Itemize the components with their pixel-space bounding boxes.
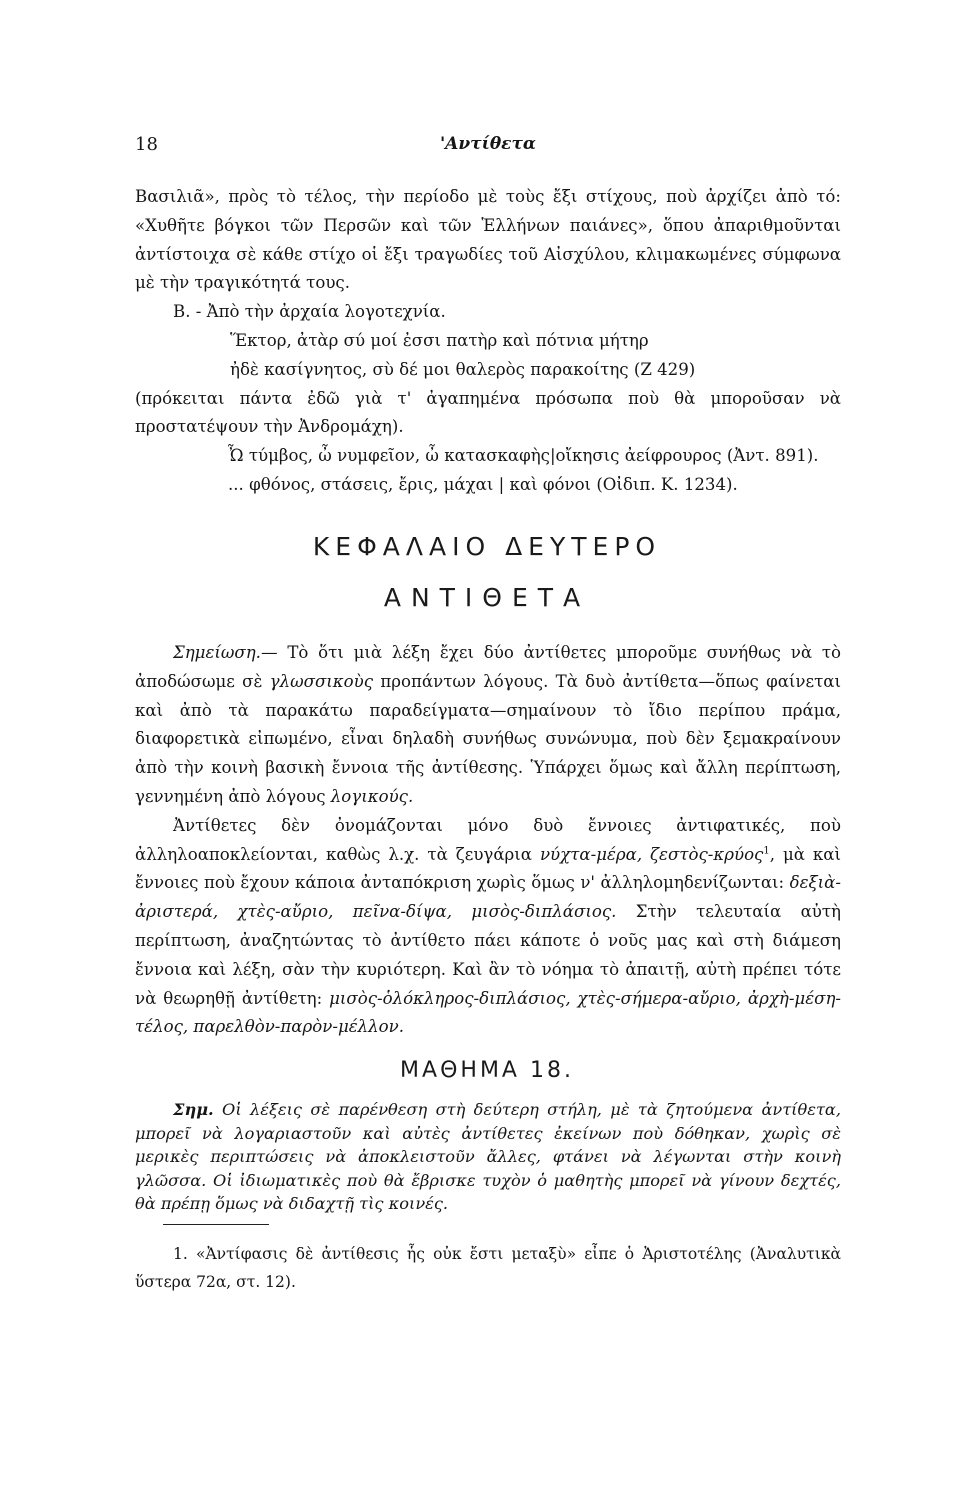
body-paragraph-1 — [135, 639, 841, 812]
lesson-title: ΜΑΘΗΜΑ 18. — [400, 1058, 574, 1083]
page-number: 18 — [135, 134, 158, 155]
body-text: προπάντων λόγους. Τὰ δυὸ ἀντίθετα—ὅπως φαίνεται καὶ ἀπὸ τὰ παρακάτω παραδείγματα—σημαίνουν τὸ ἴδιο περίπου πράμα, διαφορετικὰ εἰπωμένο, εἶναι δηλαδὴ συνήθως συνώνυμα, ποὺ δὲν ξεμακραίνουν ἀπὸ τὴν κοινὴ βασικὴ ἔννοια τῆς ἀντίθεσης. Ὑπάρχει ὅμως καὶ ἄλλη περίπτωση, γεννημένη ἀπὸ λόγους — [135, 671, 841, 806]
section-b-heading: Β. - Ἀπὸ τὴν ἀρχαία λογοτεχνία. — [173, 302, 446, 322]
body-text: — Τὸ ὅτι μιὰ λέξη ἔχει δύο ἀντίθετες μποροῦμε συνήθως νὰ τὸ ἀποδώσωμε σὲ — [135, 643, 841, 691]
verse-oedipus: ... φθόνος, στάσεις, ἔρις, μάχαι | καὶ φόνοι (Οἰδιπ. Κ. 1234). — [228, 474, 738, 494]
verse-line-2: ἠδὲ κασίγνητος, σὺ δέ μοι θαλερὸς παρακοίτης (Ζ 429) — [230, 359, 696, 379]
intro-paragraph-2: (πρόκειται πάντα ἐδῶ γιὰ τ' ἀγαπημένα πρόσωπα ποὺ θὰ μποροῦσαν νὰ προστατέψουν τὴν Ἀνδρομάχη). — [135, 388, 841, 437]
note-label: Σημείωση. — [173, 643, 261, 662]
body-text: , μὰ καὶ ἔννοιες ποὺ ἔχουν κάποια ἀνταπόκριση χωρὶς ὅμως ν' ἀλληλομηδενίζωνται: — [135, 844, 841, 893]
lesson-note — [135, 1098, 841, 1216]
page-header — [135, 134, 841, 160]
verse-line-1: Ἕκτορ, ἀτὰρ σύ μοί ἐσσι πατὴρ καὶ πότνια μήτηρ — [230, 330, 649, 350]
body-emphasis: δεξιὰ-ἀριστερά, χτὲς-αὔριο, πεῖνα-δίψα, μισὸς-διπλάσιος. — [135, 873, 841, 922]
lesson-note-text: Οἱ λέξεις σὲ παρένθεση στὴ δεύτερη στήλη, μὲ τὰ ζητούμενα ἀντίθετα, μπορεῖ νὰ λογαριαστοῦν καὶ αὐτὲς ἀντίθετες ἐκείνων ποὺ δόθηκαν, χωρὶς σὲ μερικὲς περιπτώσεις νὰ ἀποκλειστοῦν ἄλλες, φτάνει νὰ λέγωνται στὴν κοινὴ γλῶσσα. Οἱ ἰδιωματικὲς ποὺ θὰ ἔβρισκε τυχὸν ὁ μαθητὴς μπορεῖ νὰ γίνουν δεχτές, θὰ πρέπῃ ὅμως νὰ διδαχτῇ τὶς κοινές. — [135, 1100, 841, 1214]
footnote-divider — [163, 1224, 269, 1225]
body-emphasis: νύχτα-μέρα, ζεστὸς-κρύος — [539, 844, 764, 864]
running-title: 'Αντίθετα — [439, 134, 537, 154]
footnote-marker: 1 — [763, 845, 770, 857]
footnote — [135, 1240, 841, 1296]
intro-paragraph: Βασιλιᾶ», πρὸς τὸ τέλος, τὴν περίοδο μὲ τοὺς ἔξι στίχους, ποὺ ἀρχίζει ἀπὸ τό: «Χυθῆτε βόγκοι τῶν Περσῶν καὶ τῶν Ἑλλήνων παιάνες», ὅπου ἀπαριθμοῦνται ἀντίστοιχα σὲ κάθε στίχο οἱ ἔξι τραγωδίες τοῦ Αἰσχύλου, κλιμακωμένες σύμφωνα μὲ τὴν τραγικότητά τους. — [135, 187, 841, 293]
chapter-body — [135, 639, 841, 1042]
intro-section — [135, 183, 841, 500]
chapter-title: ΑΝΤΙΘΕΤΑ — [383, 583, 591, 612]
body-emphasis: γλωσσικοὺς — [269, 671, 374, 691]
footnote-text: 1. «Ἀντίφασις δὲ ἀντίθεσις ἧς οὐκ ἔστι μεταξὺ» εἶπε ὁ Ἀριστοτέλης (Ἀναλυτικὰ ὕστερα 72α, στ. 12). — [135, 1245, 841, 1291]
body-emphasis: μισὸς-ὁλόκληρος-διπλάσιος, χτὲς-σήμερα-αὔριο, ἀρχὴ-μέση-τέλος, παρελθὸν-παρὸν-μέλλον. — [135, 988, 841, 1037]
chapter-subtitle: ΚΕΦΑΛΑΙΟ ΔΕΥΤΕΡΟ — [312, 532, 662, 561]
body-emphasis: λογικούς. — [330, 786, 414, 806]
verse-antigone: Ὦ τύμβος, ὦ νυμφεῖον, ὦ κατασκαφὴς|οἴκησις ἀείφρουρος (Ἀντ. 891). — [228, 446, 819, 466]
body-paragraph-2 — [135, 812, 841, 1042]
body-text: Ἀντίθετες δὲν ὀνομάζονται μόνο δυὸ ἔννοιες ἀντιφατικές, ποὺ ἀλληλοαποκλείονται, καθὼς λ.χ. τὰ ζευγάρια — [135, 815, 841, 864]
lesson-note-label: Σημ. — [173, 1100, 214, 1119]
body-text: Στὴν τελευταία αὐτὴ περίπτωση, ἀναζητώντας τὸ ἀντίθετο πάει κάποτε ὁ νοῦς μας καὶ στὴ διάμεση ἔννοια καὶ λέξη, σὰν τὴν κυριότερη. Καὶ ἂν τὸ νόημα τὸ ἀπαιτῇ, αὐτὴ πρέπει τότε νὰ θεωρηθῇ ἀντίθετη: — [135, 902, 841, 1008]
